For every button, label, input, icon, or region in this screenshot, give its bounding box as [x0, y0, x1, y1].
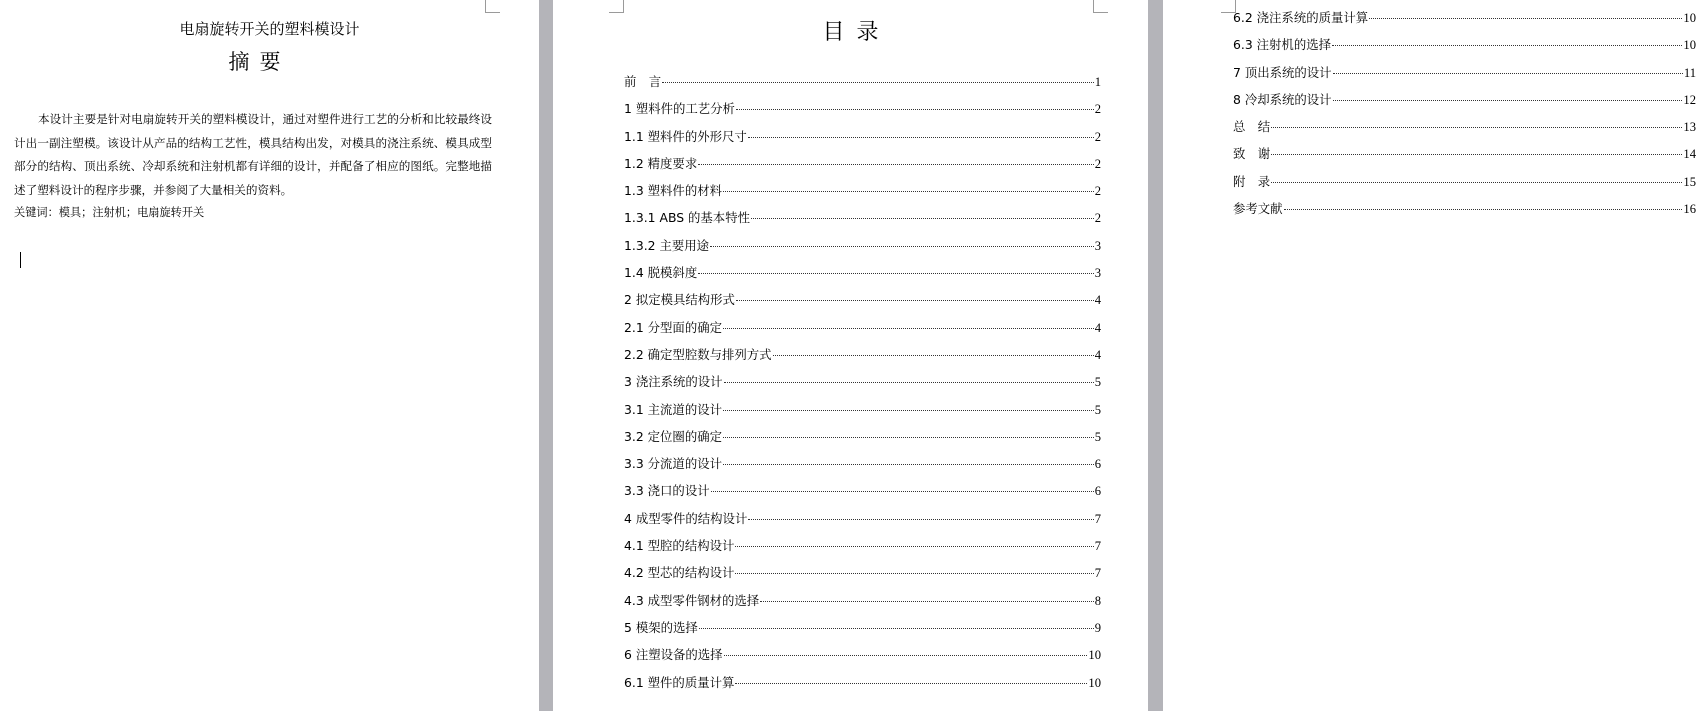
toc-leader-dots [736, 300, 1094, 301]
toc-entry-label: 4.1 型腔的结构设计 [624, 538, 735, 554]
toc-page-number: 15 [1683, 174, 1696, 189]
toc-page-number: 8 [1094, 593, 1101, 608]
toc-page-number: 11 [1683, 65, 1696, 80]
toc-leader-dots [1284, 209, 1683, 210]
toc-entry[interactable] [624, 673, 1101, 700]
toc-entry-label: 3.2 定位圈的确定 [624, 428, 722, 444]
toc-entry-label: 1.2 精度要求 [624, 155, 698, 171]
toc-entry[interactable] [624, 127, 1101, 154]
toc-leader-dots [773, 355, 1094, 356]
toc-entry-label: 1 塑料件的工艺分析 [624, 101, 735, 117]
toc-entry[interactable] [1233, 172, 1696, 199]
toc-list [1233, 8, 1696, 226]
toc-entry[interactable] [1233, 63, 1696, 90]
abstract-heading: 摘要 [228, 50, 291, 74]
toc-entry-label: 6.2 浇注系统的质量计算 [1233, 10, 1369, 25]
toc-leader-dots [1333, 100, 1683, 101]
toc-leader-dots [735, 546, 1093, 547]
toc-entry[interactable] [624, 263, 1101, 290]
toc-entry[interactable] [624, 509, 1101, 536]
toc-entry-label: 4 成型零件的结构设计 [624, 510, 748, 526]
toc-entry-label: 2.1 分型面的确定 [624, 319, 722, 335]
toc-entry-label: 3.3 浇口的设计 [624, 483, 710, 499]
toc-page-number: 3 [1094, 238, 1101, 253]
toc-entry[interactable] [624, 290, 1101, 317]
toc-page-number: 2 [1094, 211, 1101, 226]
toc-entry[interactable] [624, 208, 1101, 235]
toc-list [624, 72, 1101, 700]
toc-leader-dots [760, 601, 1094, 602]
toc-entry[interactable] [624, 427, 1101, 454]
page-corner-mark [485, 0, 500, 13]
toc-entry-label: 1.4 脱模斜度 [624, 265, 698, 281]
toc-leader-dots [751, 218, 1094, 219]
toc-leader-dots [748, 137, 1094, 138]
abstract-body[interactable] [14, 108, 492, 202]
toc-leader-dots [723, 410, 1094, 411]
toc-page-number: 4 [1094, 347, 1101, 362]
toc-entry-label: 6 注塑设备的选择 [624, 647, 723, 663]
toc-entry[interactable] [1233, 199, 1696, 226]
toc-page-number: 6 [1094, 484, 1101, 499]
toc-page-number: 14 [1683, 147, 1696, 162]
toc-page-number: 5 [1094, 429, 1101, 444]
toc-page-number: 7 [1094, 511, 1101, 526]
toc-entry-label: 2 拟定模具结构形式 [624, 292, 735, 308]
toc-page-number: 5 [1094, 402, 1101, 417]
toc-entry[interactable] [624, 645, 1101, 672]
keywords-line: 关键词：模具；注射机；电扇旋转开关 [14, 206, 205, 219]
toc-page-number: 10 [1683, 11, 1696, 25]
toc-entry[interactable] [624, 481, 1101, 508]
toc-leader-dots [710, 246, 1094, 247]
toc-leader-dots [735, 573, 1093, 574]
toc-entry[interactable] [624, 318, 1101, 345]
toc-page-number: 7 [1094, 539, 1101, 554]
toc-entry[interactable] [624, 154, 1101, 181]
toc-page-number: 16 [1683, 202, 1696, 217]
toc-entry[interactable] [624, 563, 1101, 590]
toc-entry-label: 1.3.1 ABS 的基本特性 [624, 210, 750, 226]
toc-entry-label: 前 言 [624, 74, 662, 89]
toc-entry-label: 1.3.2 主要用途 [624, 237, 710, 253]
toc-entry-label: 6.3 注射机的选择 [1233, 37, 1331, 53]
toc-entry[interactable] [624, 400, 1101, 427]
document-page-abstract[interactable] [0, 0, 539, 711]
toc-entry[interactable] [624, 591, 1101, 618]
toc-entry[interactable] [624, 536, 1101, 563]
document-page-toc-continued[interactable] [1163, 0, 1708, 711]
toc-leader-dots [699, 628, 1094, 629]
toc-leader-dots [748, 519, 1093, 520]
toc-entry-label: 4.2 型芯的结构设计 [624, 565, 735, 581]
toc-entry-label: 4.3 成型零件钢材的选择 [624, 592, 760, 608]
toc-page-number: 3 [1094, 266, 1101, 281]
toc-entry-label: 1.3 塑料件的材料 [624, 183, 722, 199]
toc-page-number: 6 [1094, 457, 1101, 472]
toc-page-number: 7 [1094, 566, 1101, 581]
toc-leader-dots [1369, 18, 1682, 19]
toc-page-number: 10 [1683, 38, 1696, 53]
toc-page-number: 9 [1094, 620, 1101, 635]
toc-page-number: 10 [1088, 675, 1101, 690]
toc-leader-dots [1271, 127, 1682, 128]
toc-entry-label: 3.1 主流道的设计 [624, 401, 722, 417]
page-corner-mark [609, 0, 624, 13]
toc-page-number: 2 [1094, 184, 1101, 199]
toc-leader-dots [1333, 73, 1683, 74]
toc-entry[interactable] [624, 99, 1101, 126]
toc-entry-label: 致 谢 [1233, 146, 1271, 162]
toc-page-number: 5 [1094, 375, 1101, 390]
toc-entry-label: 2.2 确定型腔数与排列方式 [624, 346, 772, 362]
abstract-paragraph: 本设计主要是针对电扇旋转开关的塑料模设计，通过对塑件进行工艺的分析和比较最终设计出一副注塑模。该设计从产品的结构工艺性，模具结构出发，对模具的浇注系统、模具成型部分的结构、顶出系统、冷却系统和注射机都有详细的设计，并配备了相应的图纸。完整地描述了塑料设计的程序步骤，并参阅了大量相关的资料。 [14, 112, 492, 197]
toc-leader-dots [1271, 182, 1682, 183]
toc-page-number: 2 [1094, 156, 1101, 171]
document-title: 电扇旋转开关的塑料模设计 [179, 20, 360, 38]
toc-leader-dots [724, 382, 1094, 383]
toc-page-number: 4 [1094, 320, 1101, 335]
toc-page-number: 1 [1094, 75, 1101, 89]
document-page-toc[interactable] [553, 0, 1148, 711]
toc-entry-label: 1.1 塑料件的外形尺寸 [624, 128, 747, 144]
toc-entry-label: 总 结 [1233, 119, 1271, 135]
toc-entry-label: 3 浇注系统的设计 [624, 374, 723, 390]
toc-leader-dots [735, 683, 1087, 684]
toc-entry[interactable] [1233, 35, 1696, 62]
toc-leader-dots [723, 437, 1094, 438]
toc-leader-dots [723, 328, 1094, 329]
toc-entry[interactable] [624, 345, 1101, 372]
toc-entry-label: 5 模架的选择 [624, 619, 698, 635]
page-corner-mark [1093, 0, 1108, 13]
toc-entry[interactable] [624, 181, 1101, 208]
toc-leader-dots [662, 82, 1094, 83]
toc-leader-dots [736, 109, 1094, 110]
toc-page-number: 2 [1094, 129, 1101, 144]
toc-heading: 目录 [822, 20, 891, 45]
toc-entry-label: 参考文献 [1233, 201, 1283, 217]
toc-entry-label: 6.1 塑件的质量计算 [624, 674, 735, 690]
toc-entry[interactable] [624, 454, 1101, 481]
toc-page-number: 13 [1683, 120, 1696, 135]
text-cursor [20, 252, 21, 268]
toc-leader-dots [698, 273, 1093, 274]
toc-leader-dots [1332, 45, 1682, 46]
toc-entry[interactable] [1233, 144, 1696, 171]
toc-page-number: 4 [1094, 293, 1101, 308]
toc-entry[interactable] [624, 236, 1101, 263]
toc-entry[interactable] [1233, 8, 1696, 35]
toc-page-number: 12 [1683, 92, 1696, 107]
toc-leader-dots [724, 655, 1088, 656]
toc-entry[interactable] [624, 72, 1101, 99]
toc-entry-label: 附 录 [1233, 173, 1271, 189]
toc-entry-label: 7 顶出系统的设计 [1233, 64, 1332, 80]
toc-leader-dots [698, 164, 1093, 165]
toc-leader-dots [723, 464, 1094, 465]
toc-leader-dots [723, 191, 1094, 192]
toc-entry[interactable] [624, 618, 1101, 645]
toc-entry[interactable] [1233, 117, 1696, 144]
toc-entry-label: 8 冷却系统的设计 [1233, 91, 1332, 107]
toc-page-number: 10 [1088, 648, 1101, 663]
toc-entry[interactable] [1233, 90, 1696, 117]
toc-leader-dots [1271, 154, 1682, 155]
toc-page-number: 2 [1094, 102, 1101, 117]
toc-entry-label: 3.3 分流道的设计 [624, 456, 722, 472]
toc-leader-dots [711, 491, 1094, 492]
toc-entry[interactable] [624, 372, 1101, 399]
